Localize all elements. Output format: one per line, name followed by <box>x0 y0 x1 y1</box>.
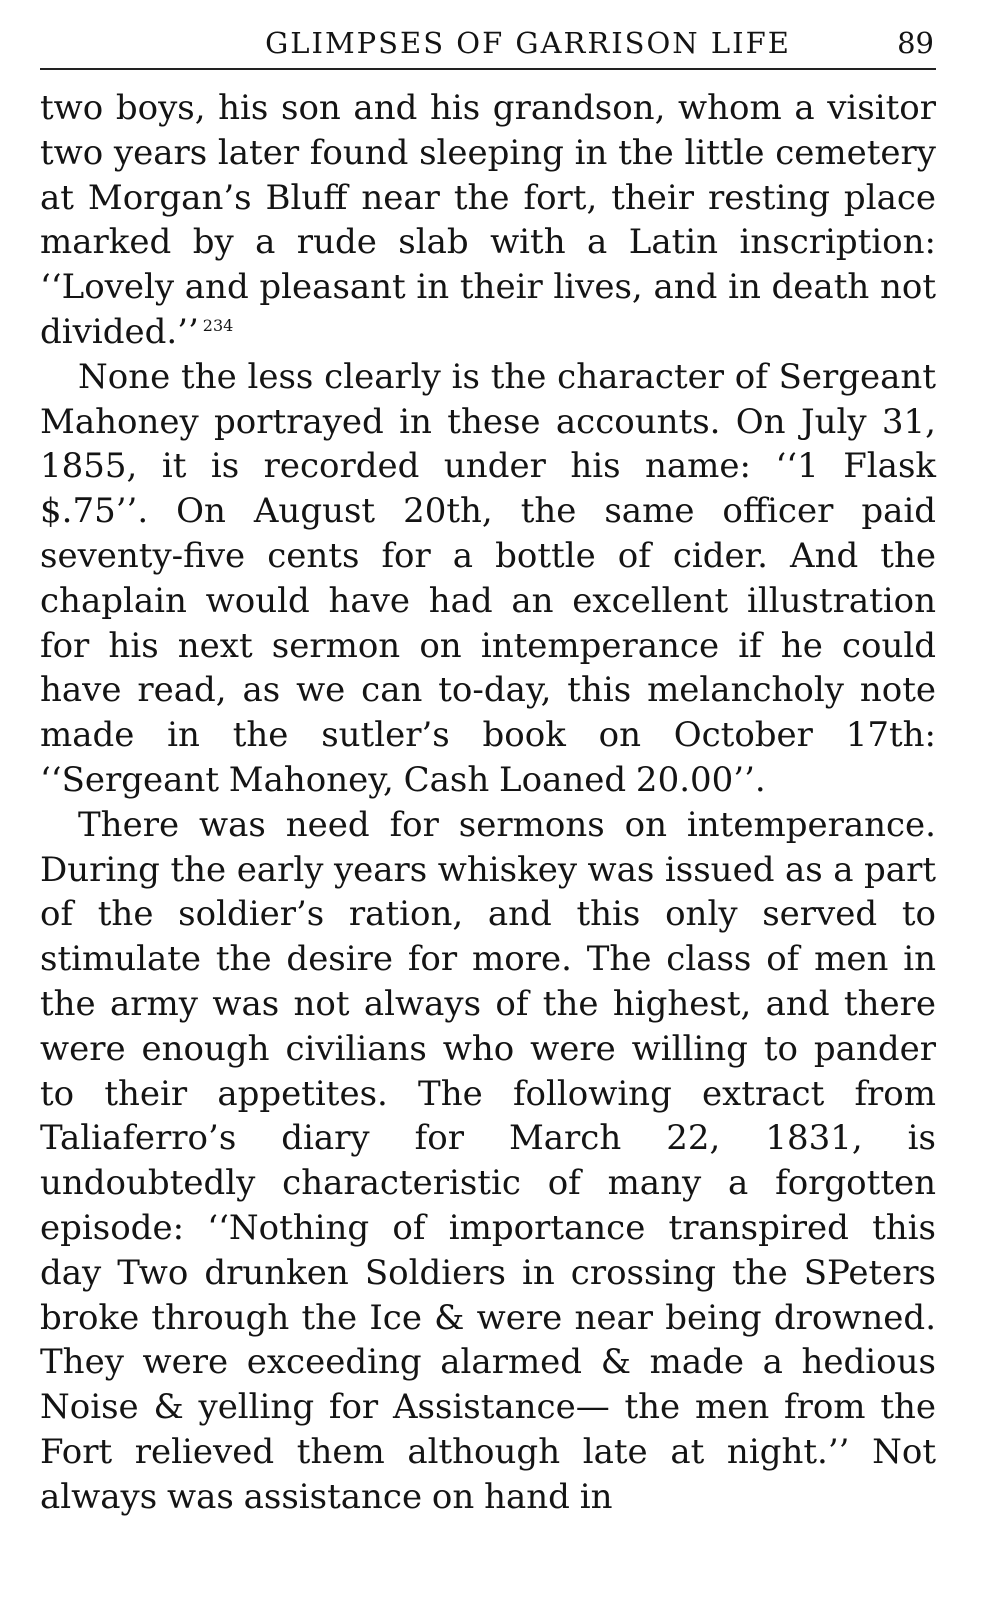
footnote-reference: 234 <box>202 315 234 335</box>
book-page <box>40 18 936 1520</box>
running-title: GLIMPSES OF GARRISON LIFE <box>265 26 791 60</box>
paragraph-1-text: two boys, his son and his grandson, whom a visitor two years later found sleeping in the little cemetery at Morgan’s Bluff near the fort, their resting place marked by a rude slab with a Latin inscription: ‘‘Lovely and pleasant in their lives, and in death not divided.’’ <box>40 88 936 352</box>
body-text <box>40 86 936 1520</box>
paragraph-3: There was need for sermons on intemperance. During the early years whiskey was issued as a part of the soldier’s ration, and this only served to stimulate the desire for more. The class of men in the army was not always of the highest, and there were enough civilians who were willing to pander to their appetites. The following extract from Taliaferro’s diary for March 22, 1831, is undoubtedly characteristic of many a forgotten episode: ‘‘Nothing of importance transpired this day Two drunken Soldiers in crossing the SPeters broke through the Ice & were near being drowned. They were exceeding alarmed & made a hedious Noise & yelling for Assistance— the men from the Fort relieved them although late at night.’’ Not always was assistance on hand in <box>40 804 936 1517</box>
page-number: 89 <box>897 26 934 60</box>
paragraph-2: None the less clearly is the character of Sergeant Mahoney portrayed in these accounts. On July 31, 1855, it is recorded under his name: ‘‘1 Flask $.75’’. On August 20th, the same officer paid seventy-five cents for a bottle of cider. And the chaplain would have had an excellent illustration for his next sermon on intemperance if he could have read, as we can to-day, this melancholy note made in the sutler’s book on October 17th: ‘‘Sergeant Mahoney, Cash Loaned 20.00’’. <box>40 356 936 800</box>
paragraph-1 <box>40 86 936 355</box>
running-head <box>40 18 936 70</box>
